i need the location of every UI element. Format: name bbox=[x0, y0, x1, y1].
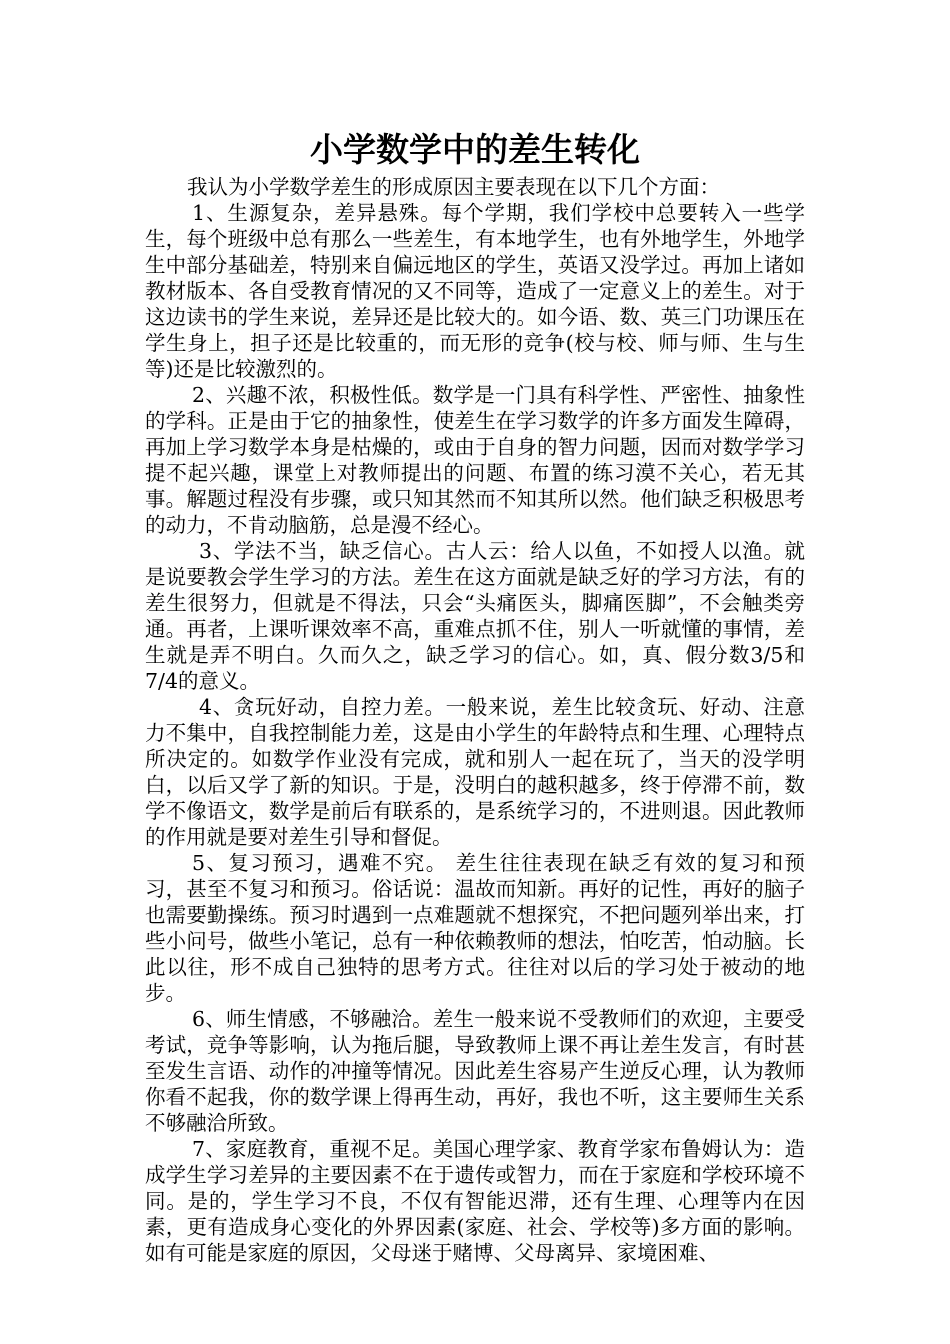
paragraph-4: 4、贪玩好动，自控力差。一般来说，差生比较贪玩、好动、注意力不集中，自我控制能力差，这是由小学生的年龄特点和生理、心理特点所决定的。如数学作业没有完成，就和别人一起在玩了，当天的没学明白，以后又学了新的知识。于是，没明白的越积越多，终于停滞不前，数学不像语文，数学是前后有联系的，是系统学习的，不进则退。因此教师的作用就是要对差生引导和督促。 bbox=[145, 695, 805, 849]
paragraph-2: 2、兴趣不浓，积极性低。数学是一门具有科学性、严密性、抽象性的学科。正是由于它的抽象性，使差生在学习数学的许多方面发生障碍，再加上学习数学本身是枯燥的，或由于自身的智力问题，因而对数学学习提不起兴趣，课堂上对教师提出的问题、布置的练习漠不关心，若无其事。解题过程没有步骤，或只知其然而不知其所以然。他们缺乏积极思考的动力，不肯动脑筋，总是漫不经心。 bbox=[145, 383, 805, 537]
document-body bbox=[145, 174, 805, 1266]
paragraph-6: 6、师生情感，不够融洽。差生一般来说不受教师们的欢迎，主要受考试，竞争等影响，认为拖后腿，导致教师上课不再让差生发言，有时甚至发生言语、动作的冲撞等情况。因此差生容易产生逆反心理，认为教师你看不起我，你的数学课上得再生动，再好，我也不听，这主要师生关系不够融洽所致。 bbox=[145, 1007, 805, 1135]
paragraph-5: 5、复习预习，遇难不究。 差生往往表现在缺乏有效的复习和预习，甚至不复习和预习。俗话说：温故而知新。再好的记性，再好的脑子也需要勤操练。预习时遇到一点难题就不想探究，不把问题列举出来，打些小问号，做些小笔记，总有一种依赖教师的想法，怕吃苦，怕动脑。长此以往，形不成自己独特的思考方式。往往对以后的学习处于被动的地步。 bbox=[145, 851, 805, 1005]
paragraph-7: 7、家庭教育，重视不足。美国心理学家、教育学家布鲁姆认为：造成学生学习差异的主要因素不在于遗传或智力，而在于家庭和学校环境不同。是的，学生学习不良，不仅有智能迟滞，还有生理、心理等内在因素，更有造成身心变化的外界因素(家庭、社会、学校等)多方面的影响。如有可能是家庭的原因，父母迷于赌博、父母离异、家境困难、 bbox=[145, 1137, 805, 1265]
paragraph-3: 3、学法不当，缺乏信心。古人云：给人以鱼，不如授人以渔。就是说要教会学生学习的方法。差生在这方面就是缺乏好的学习方法，有的差生很努力，但就是不得法，只会“头痛医头，脚痛医脚”，不会触类旁通。再者，上课听课效率不高，重难点抓不住，别人一听就懂的事情，差生就是弄不明白。久而久之，缺乏学习的信心。如，真、假分数3/5和7/4的意义。 bbox=[145, 539, 805, 693]
document-title: 小学数学中的差生转化 bbox=[310, 130, 640, 169]
paragraph-1: 1、生源复杂，差异悬殊。每个学期，我们学校中总要转入一些学生，每个班级中总有那么一些差生，有本地学生，也有外地学生，外地学生中部分基础差，特别来自偏远地区的学生，英语又没学过。再加上诸如教材版本、各自受教育情况的又不同等，造成了一定意义上的差生。对于这边读书的学生来说，差异还是比较大的。如今语、数、英三门功课压在学生身上，担子还是比较重的，而无形的竞争(校与校、师与师、生与生等)还是比较激烈的。 bbox=[145, 201, 805, 381]
intro-paragraph: 我认为小学数学差生的形成原因主要表现在以下几个方面： bbox=[187, 175, 720, 199]
